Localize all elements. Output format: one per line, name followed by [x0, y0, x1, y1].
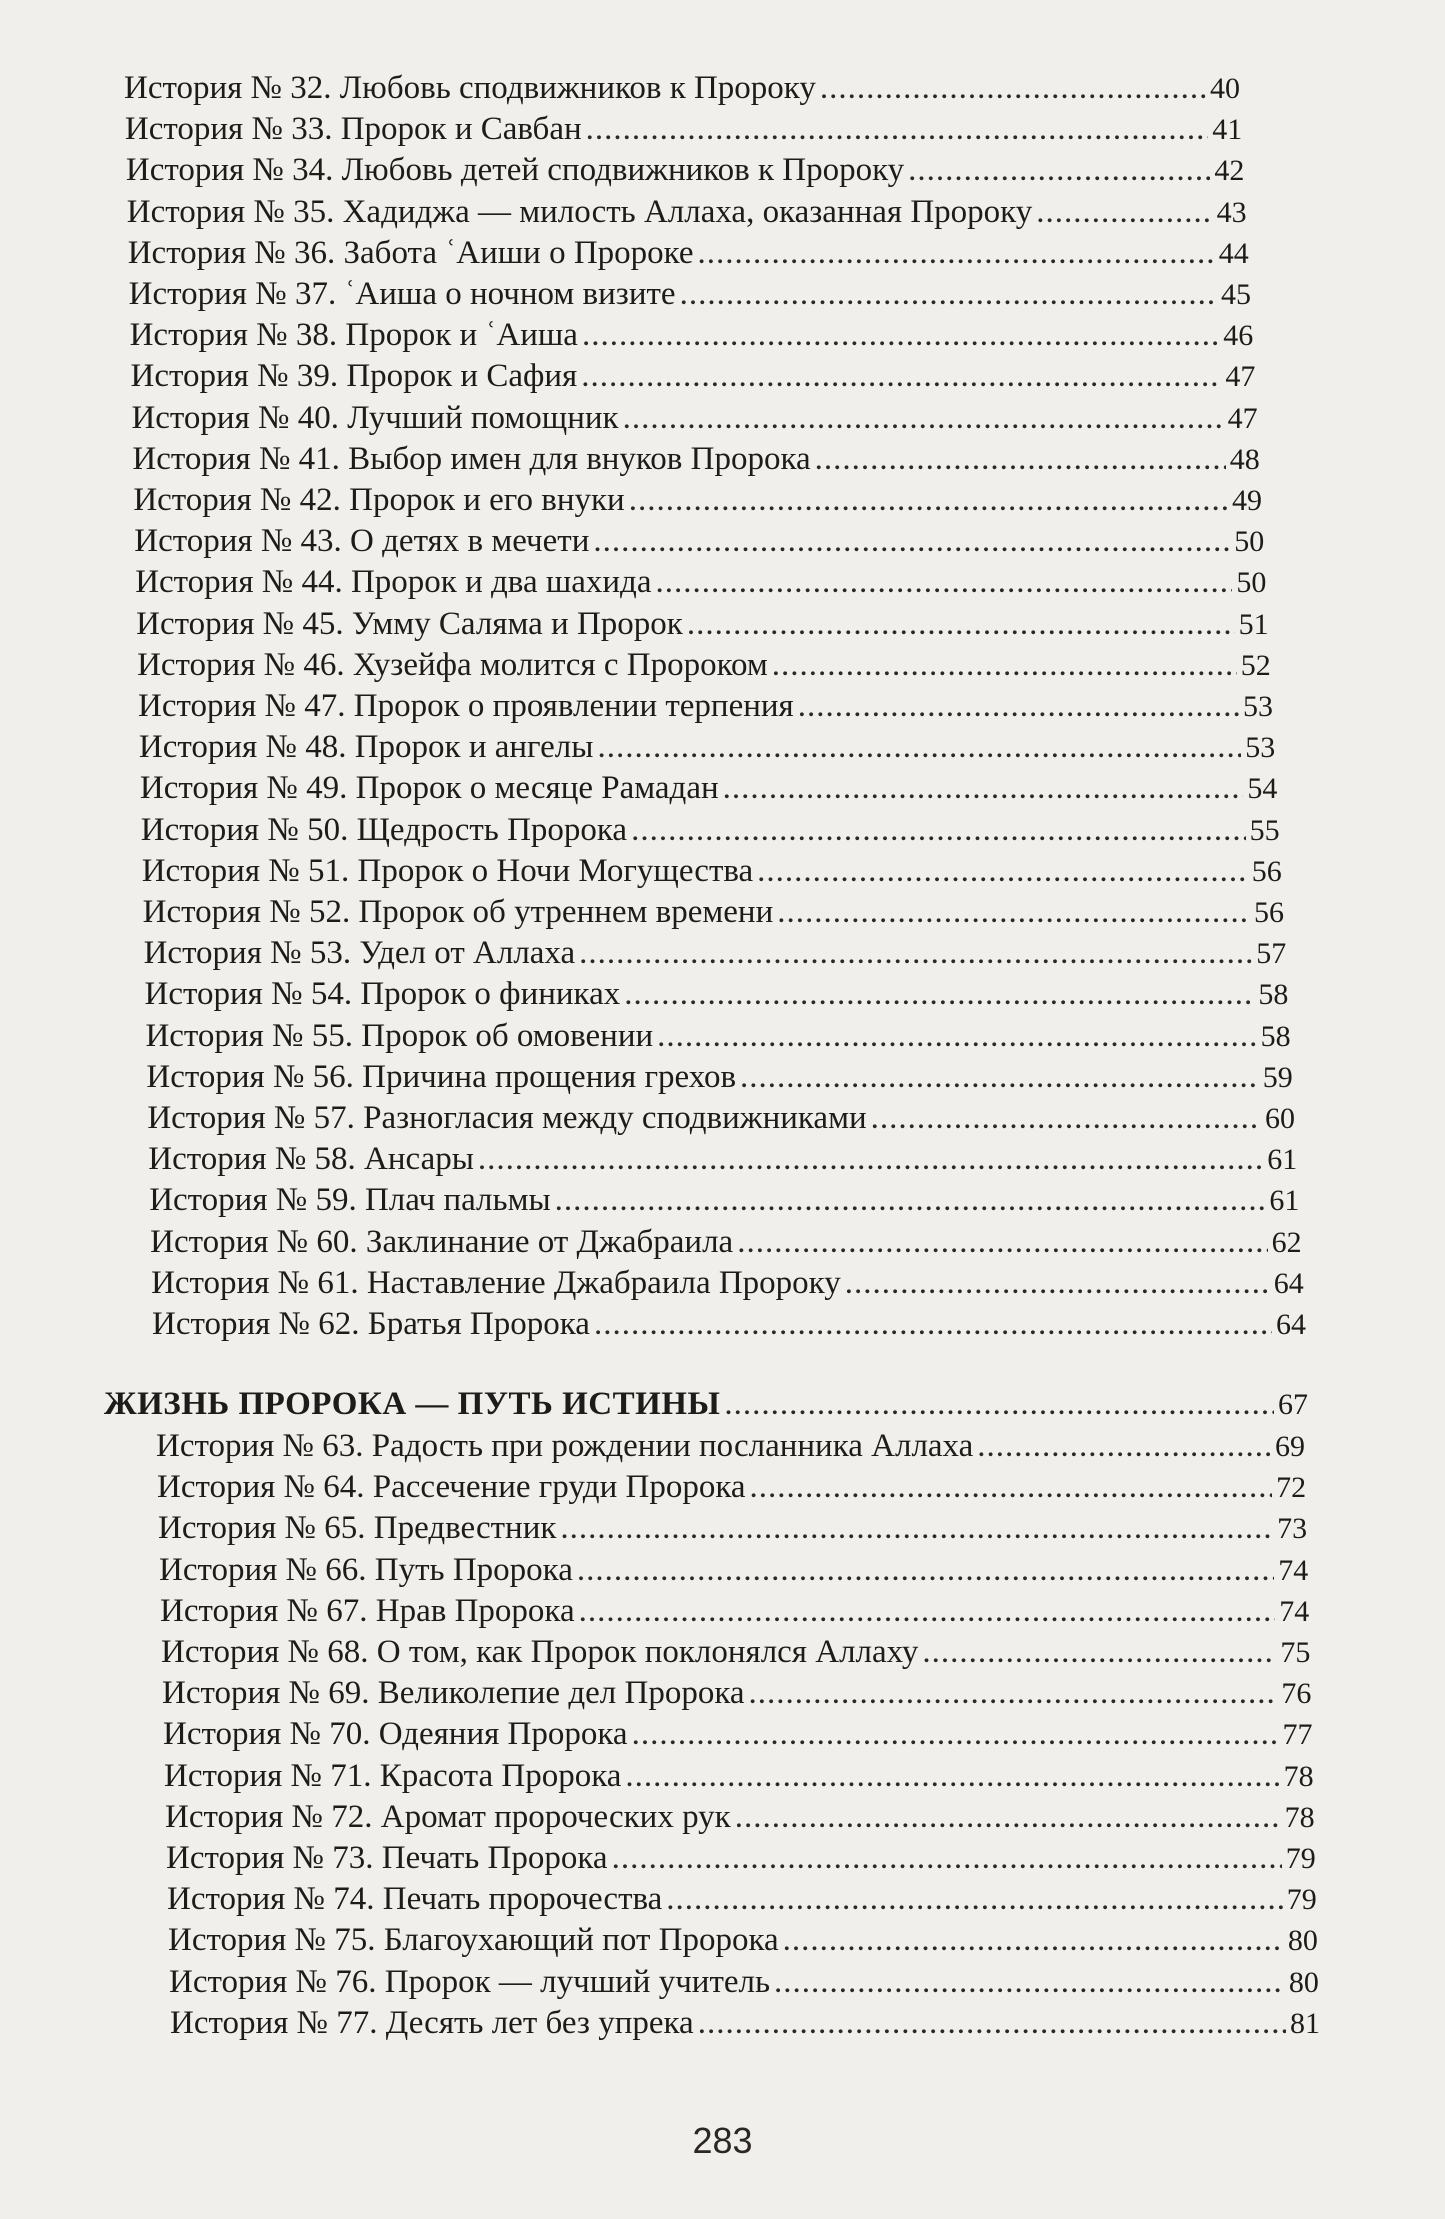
toc-entry [135, 562, 1266, 603]
dot-leader [774, 1962, 1285, 2002]
toc-entry [157, 1467, 1306, 1508]
entry-page: 53 [1243, 690, 1273, 723]
dot-leader [740, 1057, 1259, 1097]
entry-page: 40 [1210, 72, 1240, 105]
dot-leader [623, 398, 1224, 438]
entry-page: 56 [1251, 854, 1282, 888]
entry-title: История № 59. Плач пальмы [149, 1182, 551, 1219]
entry-title: История № 68. О том, как Пророк поклонялся Аллаху [161, 1634, 919, 1670]
dot-leader [922, 1632, 1276, 1672]
entry-title: История № 61. Наставление Джабраила Пророку [151, 1264, 841, 1301]
toc-entry [149, 1180, 1299, 1221]
entry-title: История № 70. Одеяния Пророка [163, 1716, 628, 1753]
entry-title: История № 45. Умму Саляма и Пророк [136, 605, 683, 642]
dot-leader [586, 109, 1209, 149]
entry-page: 78 [1283, 1759, 1314, 1793]
entry-page: 62 [1271, 1225, 1302, 1259]
entry-title: История № 76. Пророк — лучший учитель [169, 1963, 771, 2000]
dot-leader [555, 1180, 1266, 1220]
heading-page: 67 [1278, 1388, 1308, 1421]
entry-page: 57 [1256, 937, 1287, 971]
entry-page: 49 [1231, 484, 1262, 517]
dot-leader [798, 686, 1239, 726]
dot-leader [749, 1673, 1278, 1713]
entry-title: История № 67. Нрав Пророка [160, 1592, 575, 1629]
entry-page: 77 [1282, 1718, 1313, 1752]
entry-page: 75 [1280, 1636, 1311, 1669]
entry-title: История № 72. Аромат пророческих рук [165, 1798, 731, 1835]
entry-page: 51 [1238, 607, 1269, 641]
toc-entry [143, 892, 1284, 933]
dot-leader [581, 356, 1221, 396]
entry-page: 64 [1273, 1266, 1304, 1300]
toc-entry [148, 1139, 1297, 1180]
toc-entry [152, 1304, 1306, 1345]
toc-entry [125, 109, 1242, 150]
toc-entry [165, 1797, 1315, 1838]
entry-title: История № 60. Заклинание от Джабраила [150, 1223, 734, 1260]
toc-entry [163, 1714, 1313, 1755]
toc-entry [169, 1962, 1319, 2003]
entry-title: История № 66. Путь Пророка [159, 1551, 573, 1588]
dot-leader [977, 1426, 1271, 1466]
entry-page: 74 [1278, 1553, 1309, 1587]
entry-page: 69 [1275, 1430, 1305, 1463]
entry-title: История № 49. Пророк о месяце Рамадан [139, 770, 719, 807]
toc-entry [164, 1756, 1314, 1797]
dot-leader [624, 974, 1254, 1014]
toc-entry [131, 356, 1256, 397]
dot-leader [593, 521, 1230, 561]
entry-title: История № 39. Пророк и Сафия [130, 358, 578, 395]
dot-leader [478, 1139, 1263, 1179]
entry-title: История № 77. Десять лет без упрека [170, 2004, 694, 2041]
entry-title: История № 53. Удел от Аллаха [143, 935, 576, 972]
page-number: 283 [692, 2120, 753, 2161]
entry-page: 52 [1240, 648, 1271, 682]
entry-title: История № 75. Благоухающий пот Пророка [168, 1922, 779, 1959]
toc-entry [129, 274, 1251, 315]
entry-title: История № 32. Любовь сподвижников к Пророку [124, 70, 816, 106]
entry-page: 81 [1290, 2006, 1320, 2040]
entry-title: История № 52. Пророк об утреннем времени [142, 894, 774, 930]
entry-page: 64 [1276, 1308, 1306, 1341]
entry-title: История № 44. Пророк и два шахида [135, 564, 652, 601]
entry-title: История № 46. Хузейфа молится с Пророком [137, 646, 768, 683]
dot-leader [582, 315, 1219, 355]
toc-entry [126, 150, 1245, 191]
dot-leader [845, 1263, 1270, 1303]
toc-entry [150, 1222, 1301, 1263]
dot-leader [698, 2003, 1286, 2043]
entry-page: 73 [1277, 1512, 1308, 1546]
toc-entry [142, 851, 1282, 892]
toc-entry [144, 933, 1287, 974]
dot-leader [631, 810, 1246, 850]
dot-leader [666, 1879, 1282, 1919]
toc-entry [162, 1673, 1311, 1714]
dot-leader [579, 933, 1252, 973]
dot-leader [656, 562, 1233, 602]
entry-page: 46 [1223, 319, 1254, 353]
entry-title: История № 35. Хадиджа — милость Аллаха, оказанная Пророку [126, 193, 1033, 230]
entry-title: История № 40. Лучший помощник [131, 399, 619, 436]
dot-leader [1036, 192, 1212, 232]
toc-entry [160, 1591, 1309, 1632]
dot-leader [597, 727, 1241, 767]
entry-page: 50 [1234, 525, 1265, 559]
dot-leader [757, 851, 1248, 891]
dot-leader [908, 150, 1210, 190]
dot-leader [657, 1016, 1256, 1056]
toc-entry [151, 1263, 1304, 1304]
dot-leader [815, 439, 1226, 479]
entry-page: 79 [1285, 1842, 1316, 1875]
entry-page: 72 [1276, 1471, 1307, 1505]
toc-entry [146, 1057, 1292, 1098]
dot-leader [577, 1550, 1274, 1590]
dot-leader [680, 274, 1217, 314]
dot-leader [625, 1756, 1279, 1796]
entry-page: 43 [1216, 195, 1247, 229]
dot-leader [560, 1508, 1273, 1548]
dot-leader [772, 645, 1237, 685]
entry-page: 50 [1236, 566, 1267, 600]
entry-title: История № 38. Пророк и ʿАиша [129, 317, 578, 354]
dot-leader [777, 892, 1250, 932]
toc-entry [138, 686, 1273, 727]
toc-entry [131, 398, 1257, 439]
entry-page: 80 [1288, 1965, 1319, 1999]
toc-entry [167, 1879, 1317, 1920]
entry-title: История № 48. Пророк и ангелы [138, 729, 594, 766]
toc-heading [104, 1384, 1308, 1425]
entry-title: История № 69. Великолепие дел Пророка [162, 1675, 745, 1712]
entry-page: 76 [1281, 1677, 1312, 1711]
toc-entry [145, 974, 1289, 1015]
entry-page: 47 [1227, 401, 1258, 435]
dot-leader [698, 233, 1215, 273]
entry-page: 56 [1253, 896, 1284, 929]
entry-title: История № 71. Красота Пророка [164, 1757, 622, 1794]
dot-leader [579, 1591, 1276, 1631]
dot-leader [735, 1797, 1281, 1837]
dot-leader [820, 68, 1206, 108]
entry-title: История № 47. Пророк о проявлении терпения [138, 688, 794, 724]
entry-title: История № 34. Любовь детей сподвижников к Пророку [125, 152, 905, 189]
entry-title: История № 42. Пророк и его внуки [133, 482, 625, 518]
entry-page: 79 [1286, 1883, 1317, 1917]
entry-title: История № 54. Пророк о финиках [144, 976, 621, 1013]
toc-entry [161, 1632, 1310, 1673]
toc-entry [127, 192, 1247, 233]
toc-entry [139, 727, 1275, 768]
entry-page: 48 [1229, 442, 1260, 476]
entry-title: История № 36. Забота ʿАиши о Пророке [127, 234, 694, 271]
entry-title: История № 62. Братья Пророка [152, 1306, 590, 1342]
dot-leader [594, 1304, 1272, 1344]
entry-title: История № 37. ʿАиша о ночном визите [128, 276, 676, 312]
dot-leader [632, 1714, 1279, 1754]
dot-leader [737, 1222, 1267, 1262]
toc-entry [145, 1016, 1290, 1057]
toc-entry [140, 768, 1278, 809]
entry-page: 74 [1279, 1594, 1310, 1628]
toc-entry [132, 439, 1259, 480]
toc-entry [168, 1920, 1318, 1961]
toc-entry [159, 1550, 1308, 1591]
toc-entry [141, 810, 1280, 851]
entry-title: История № 55. Пророк об омовении [145, 1017, 654, 1054]
dot-leader [783, 1920, 1284, 1960]
entry-title: История № 63. Радость при рождении посланника Аллаха [156, 1428, 974, 1464]
entry-page: 53 [1245, 731, 1276, 765]
entry-title: История № 58. Ансары [148, 1141, 474, 1178]
toc-entry [170, 2003, 1320, 2044]
entry-page: 80 [1287, 1924, 1318, 1958]
entry-page: 59 [1262, 1060, 1293, 1094]
entry-title: История № 74. Печать пророчества [167, 1881, 663, 1918]
dot-leader [724, 1384, 1274, 1424]
entry-title: История № 43. О детях в мечети [134, 523, 590, 560]
heading-label: ЖИЗНЬ ПРОРОКА — ПУТЬ ИСТИНЫ [104, 1386, 721, 1422]
entry-page: 45 [1220, 278, 1251, 311]
toc-entry [166, 1838, 1316, 1879]
entry-page: 41 [1212, 113, 1243, 147]
toc-entry [147, 1098, 1295, 1139]
entry-page: 47 [1225, 360, 1256, 394]
toc-entry [124, 68, 1240, 109]
toc-entry [128, 233, 1249, 274]
dot-leader [723, 768, 1244, 808]
entry-title: История № 41. Выбор имен для внуков Пророка [132, 440, 811, 477]
entry-page: 60 [1264, 1102, 1295, 1135]
entry-title: История № 51. Пророк о Ночи Могущества [141, 852, 754, 889]
entry-page: 42 [1214, 154, 1245, 188]
toc-entry [133, 480, 1262, 521]
entry-page: 58 [1258, 978, 1289, 1012]
dot-leader [612, 1838, 1282, 1878]
toc-entry [158, 1508, 1307, 1549]
toc-entry [137, 645, 1271, 686]
dot-leader [871, 1098, 1261, 1138]
toc-entry [156, 1426, 1305, 1467]
dot-leader [629, 480, 1228, 520]
toc-entry [130, 315, 1254, 356]
dot-leader [687, 604, 1235, 644]
entry-title: История № 65. Предвестник [158, 1510, 557, 1547]
entry-page: 61 [1267, 1143, 1298, 1177]
entry-title: История № 73. Печать Пророка [166, 1840, 608, 1876]
entry-page: 55 [1249, 813, 1280, 847]
entry-title: История № 50. Щедрость Пророка [140, 811, 628, 848]
toc-entry [136, 604, 1268, 645]
entry-page: 44 [1218, 236, 1249, 270]
entry-page: 61 [1269, 1184, 1300, 1218]
entry-page: 54 [1247, 772, 1278, 806]
entry-title: История № 64. Рассечение груди Пророка [157, 1469, 746, 1506]
entry-page: 58 [1260, 1019, 1291, 1053]
entry-title: История № 33. Пророк и Савбан [124, 111, 582, 148]
entry-title: История № 57. Разногласия между сподвижниками [147, 1100, 867, 1136]
dot-leader [750, 1467, 1273, 1507]
toc-entry [134, 521, 1264, 562]
entry-title: История № 56. Причина прощения грехов [146, 1058, 737, 1095]
entry-page: 78 [1284, 1800, 1315, 1834]
